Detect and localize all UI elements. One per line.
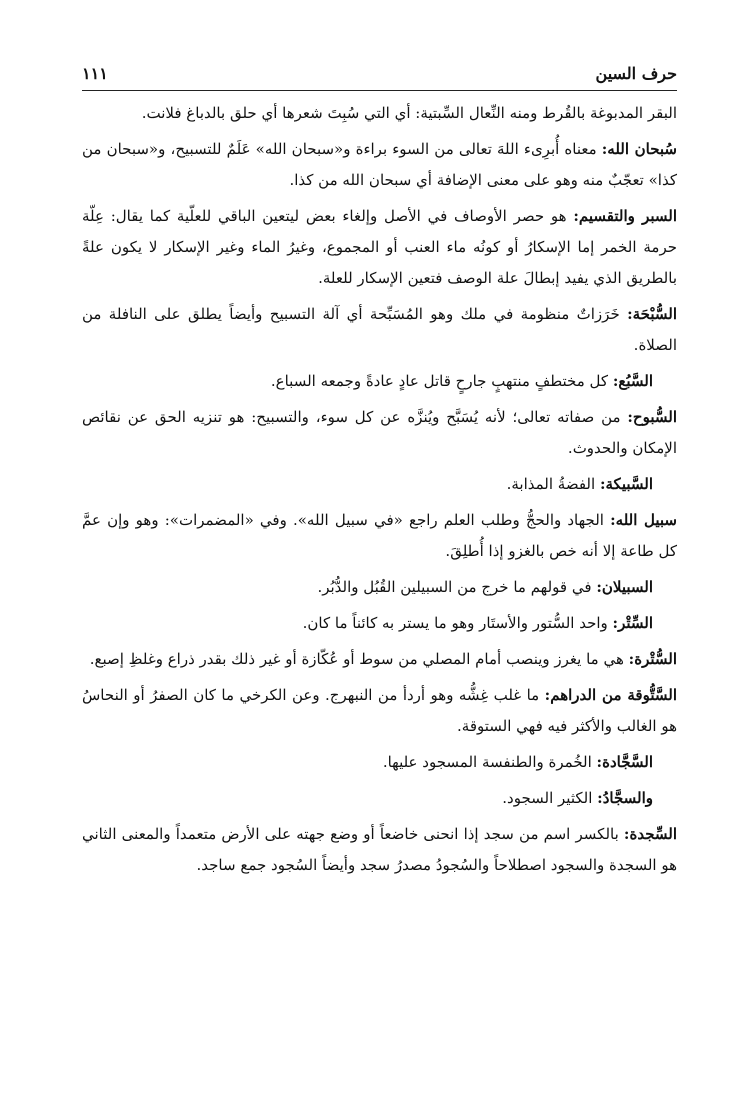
entry-subbuh <box>82 402 677 464</box>
entry-sabika <box>82 469 677 500</box>
entry-sabil-allah <box>82 505 677 567</box>
page-body <box>82 98 677 886</box>
entry-term: السِّجدة: <box>623 825 677 843</box>
entry-term: السُّبوح: <box>627 408 677 426</box>
entry-term: سُبحان الله: <box>601 140 677 158</box>
page-header <box>82 60 677 92</box>
entry-subha <box>82 299 677 361</box>
entry-sabilan <box>82 572 677 603</box>
entry-sitr <box>82 608 677 639</box>
page-number: ١١١ <box>82 64 108 83</box>
entry-continuation <box>82 98 677 129</box>
entry-text: هو حصر الأوصاف في الأصل وإلغاء بعض ليتعين الباقي للعلّية كما يقال: عِلّة حرمة الخمر إما الإسكارُ أو كونُه ماء العنب أو المجموع، وغيرُ الماء وغير الإسكار لا يكون علةً بالطريق الذي يفيد إبطالَ علة الوصف فتعين الإسكار للعلة. <box>82 207 677 287</box>
entry-text: الكثير السجود. <box>502 789 598 807</box>
entry-text: واحد السُّتور والأستَار وهو ما يستر به كائناً ما كان. <box>302 614 613 632</box>
entry-term: السَّتُّوقة من الدراهم: <box>544 686 677 704</box>
entry-term: والسجَّادُ: <box>597 789 653 807</box>
entry-sijda <box>82 819 677 881</box>
entry-text: هي ما يغرز وينصب أمام المصلي من سوط أو عُكّازة أو غير ذلك بقدر ذراع وغلظِ إصبع. <box>89 650 629 668</box>
entry-sattuqa <box>82 680 677 742</box>
entry-term: السبر والتقسيم: <box>573 207 678 225</box>
entry-text: البقر المدبوغة بالقُرط ومنه النِّعال السِّبتية: أي التي سُبِتَ شعرها أي حلق بالدباغ فلانت. <box>141 104 677 122</box>
entry-term: السُّبْحَة: <box>627 305 677 323</box>
entry-term: السَّبُع: <box>612 372 653 390</box>
entry-sabr-taqsim <box>82 201 677 294</box>
entry-term: السَّجَّادة: <box>596 753 653 771</box>
entry-text: من صفاته تعالى؛ لأنه يُسَبَّح ويُنزَّه عن كل سوء، والتسبيح: هو تنزيه الحق عن نقائص الإمكان والحدوث. <box>82 408 677 457</box>
entry-sajjada <box>82 747 677 778</box>
entry-term: سبيل الله: <box>610 511 677 529</box>
chapter-title: حرف السين <box>595 64 677 83</box>
header-rule <box>82 90 677 91</box>
entry-text: الخُمرة والطنفسة المسجود عليها. <box>382 753 597 771</box>
entry-sabu <box>82 366 677 397</box>
entry-text: خَرَزاتٌ منظومة في ملك وهو المُسَبِّحة أي آلة التسبيح وأيضاً يطلق على النافلة من الصلاة. <box>82 305 677 354</box>
entry-term: السِّتْر: <box>612 614 653 632</box>
entry-text: بالكسر اسم من سجد إذا انحنى خاضعاً أو وضع جهته على الأرض متعمداً والمعنى الثاني هو السجدة والسجود اصطلاحاً والسُجودُ مصدرُ سجد وأيضاً السُجود جمع ساجد. <box>82 825 677 874</box>
entry-text: الجهاد والحجُّ وطلب العلم راجع «في سبيل الله». وفي «المضمرات»: وهو وإن عمَّ كل طاعة إلا أنه خص بالغزو إذا أُطلِقَ. <box>82 511 677 560</box>
entry-term: السَّبيكة: <box>599 475 653 493</box>
entry-text: معناه أُبرِىء اللهَ تعالى من السوء براءة و«سبحان الله» عَلَمٌ للتسبيح، و«سبحان من كذا» تعجّبٌ منه وهو على معنى الإضافة أي سبحان الله من كذا. <box>82 140 677 189</box>
entry-text: ما غلب غِشُّه وهو أردأ من النبهرج. وعن الكرخي ما كان الصفرُ أو النحاسُ هو الغالب والأكثر فيه فهي الستوقة. <box>82 686 677 735</box>
entry-term: السُّتْرة: <box>628 650 677 668</box>
entry-subhan-allah <box>82 134 677 196</box>
entry-text: الفضةُ المذابة. <box>506 475 600 493</box>
entry-sutra <box>82 644 677 675</box>
entry-text: كل مختطفٍ منتهبٍ جارحٍ قاتل عادٍ عادةً وجمعه السباع. <box>270 372 613 390</box>
entry-term: السبيلان: <box>596 578 653 596</box>
entry-text: في قولهم ما خرج من السبيلين القُبُل والدُّبُر. <box>317 578 597 596</box>
entry-sajjad <box>82 783 677 814</box>
